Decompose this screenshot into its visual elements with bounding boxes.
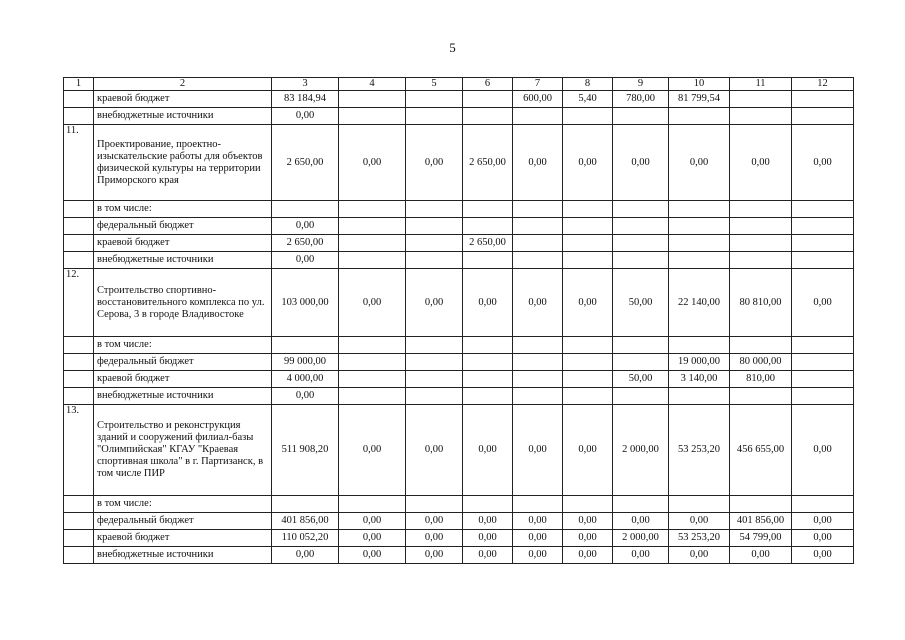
value-cell: 511 908,20 (272, 405, 339, 496)
value-cell: 103 000,00 (272, 269, 339, 337)
row-number-cell (64, 496, 94, 513)
description-cell: Строительство спортивно-восстановительного комплекса по ул. Серова, 3 в городе Владивостоке (94, 269, 272, 337)
value-cell: 0,00 (792, 405, 854, 496)
col-header: 5 (406, 78, 463, 91)
description-cell: внебюджетные источники (94, 547, 272, 564)
value-cell (563, 388, 613, 405)
value-cell (463, 388, 513, 405)
value-cell (792, 91, 854, 108)
value-cell: 0,00 (463, 513, 513, 530)
value-cell: 80 000,00 (730, 354, 792, 371)
value-cell: 83 184,94 (272, 91, 339, 108)
row-number-cell (64, 235, 94, 252)
col-header: 1 (64, 78, 94, 91)
value-cell (339, 496, 406, 513)
page-number: 5 (449, 40, 456, 55)
value-cell (792, 496, 854, 513)
value-cell (563, 218, 613, 235)
value-cell (513, 201, 563, 218)
value-cell: 0,00 (792, 125, 854, 201)
value-cell: 81 799,54 (669, 91, 730, 108)
value-cell: 110 052,20 (272, 530, 339, 547)
value-cell: 0,00 (339, 125, 406, 201)
value-cell: 2 650,00 (463, 125, 513, 201)
value-cell: 0,00 (463, 269, 513, 337)
value-cell: 0,00 (613, 513, 669, 530)
value-cell: 0,00 (406, 547, 463, 564)
description-cell: краевой бюджет (94, 530, 272, 547)
value-cell (563, 235, 613, 252)
description-cell: федеральный бюджет (94, 513, 272, 530)
value-cell (406, 337, 463, 354)
value-cell (339, 91, 406, 108)
value-cell (406, 235, 463, 252)
value-cell: 99 000,00 (272, 354, 339, 371)
value-cell: 22 140,00 (669, 269, 730, 337)
value-cell (730, 91, 792, 108)
value-cell (513, 218, 563, 235)
col-header: 6 (463, 78, 513, 91)
value-cell: 0,00 (339, 530, 406, 547)
value-cell: 2 000,00 (613, 530, 669, 547)
value-cell (339, 388, 406, 405)
value-cell: 0,00 (272, 388, 339, 405)
value-cell (339, 108, 406, 125)
value-cell (613, 201, 669, 218)
table-row (64, 337, 854, 354)
value-cell: 0,00 (730, 125, 792, 201)
value-cell (406, 218, 463, 235)
table-row (64, 513, 854, 530)
value-cell (563, 354, 613, 371)
value-cell (669, 108, 730, 125)
value-cell (669, 337, 730, 354)
col-header: 11 (730, 78, 792, 91)
row-number-cell (64, 530, 94, 547)
row-number-cell (64, 371, 94, 388)
value-cell: 0,00 (563, 530, 613, 547)
table-row (64, 269, 854, 337)
value-cell (563, 201, 613, 218)
value-cell (792, 218, 854, 235)
value-cell (513, 496, 563, 513)
value-cell (272, 496, 339, 513)
value-cell: 0,00 (513, 530, 563, 547)
table-row (64, 108, 854, 125)
col-header: 10 (669, 78, 730, 91)
value-cell (730, 201, 792, 218)
value-cell (792, 371, 854, 388)
col-header: 7 (513, 78, 563, 91)
value-cell (406, 201, 463, 218)
value-cell: 0,00 (272, 547, 339, 564)
value-cell (669, 388, 730, 405)
row-number-cell (64, 252, 94, 269)
value-cell (513, 354, 563, 371)
value-cell: 0,00 (463, 530, 513, 547)
value-cell (463, 354, 513, 371)
description-cell: внебюджетные источники (94, 388, 272, 405)
table-row (64, 252, 854, 269)
value-cell: 600,00 (513, 91, 563, 108)
value-cell: 2 650,00 (463, 235, 513, 252)
table-row (64, 235, 854, 252)
value-cell: 0,00 (613, 125, 669, 201)
value-cell: 0,00 (272, 252, 339, 269)
value-cell: 0,00 (406, 513, 463, 530)
value-cell: 0,00 (339, 547, 406, 564)
value-cell (563, 108, 613, 125)
value-cell: 2 650,00 (272, 125, 339, 201)
description-cell: краевой бюджет (94, 371, 272, 388)
value-cell (613, 496, 669, 513)
row-number-cell (64, 337, 94, 354)
row-number-cell (64, 354, 94, 371)
table-row (64, 91, 854, 108)
value-cell (613, 388, 669, 405)
value-cell (669, 201, 730, 218)
col-header: 4 (339, 78, 406, 91)
value-cell (792, 235, 854, 252)
value-cell: 0,00 (406, 405, 463, 496)
value-cell (613, 108, 669, 125)
value-cell (730, 252, 792, 269)
value-cell: 0,00 (563, 269, 613, 337)
value-cell: 0,00 (463, 547, 513, 564)
value-cell: 0,00 (272, 218, 339, 235)
value-cell: 0,00 (669, 125, 730, 201)
value-cell (406, 388, 463, 405)
value-cell: 0,00 (339, 269, 406, 337)
value-cell: 0,00 (272, 108, 339, 125)
value-cell (406, 354, 463, 371)
value-cell (513, 371, 563, 388)
value-cell (463, 201, 513, 218)
value-cell: 4 000,00 (272, 371, 339, 388)
value-cell: 0,00 (513, 269, 563, 337)
value-cell: 0,00 (406, 269, 463, 337)
value-cell (463, 91, 513, 108)
value-cell (730, 235, 792, 252)
budget-table (63, 77, 854, 564)
value-cell (730, 108, 792, 125)
value-cell: 19 000,00 (669, 354, 730, 371)
value-cell (563, 496, 613, 513)
value-cell: 53 253,20 (669, 530, 730, 547)
value-cell: 54 799,00 (730, 530, 792, 547)
row-number-cell (64, 547, 94, 564)
value-cell: 0,00 (563, 513, 613, 530)
value-cell (339, 337, 406, 354)
value-cell: 2 000,00 (613, 405, 669, 496)
value-cell: 5,40 (563, 91, 613, 108)
description-cell: в том числе: (94, 337, 272, 354)
value-cell (513, 337, 563, 354)
value-cell: 53 253,20 (669, 405, 730, 496)
value-cell (792, 354, 854, 371)
description-cell: внебюджетные источники (94, 252, 272, 269)
description-cell: Строительство и реконструкция зданий и сооружений филиал-базы "Олимпийская" КГАУ "Краевая спортивная школа" в г. Партизанск, в том числе ПИР (94, 405, 272, 496)
value-cell (513, 108, 563, 125)
table-row (64, 201, 854, 218)
row-number-cell (64, 91, 94, 108)
value-cell (792, 388, 854, 405)
value-cell (513, 235, 563, 252)
value-cell (463, 371, 513, 388)
value-cell: 0,00 (563, 405, 613, 496)
description-cell: краевой бюджет (94, 235, 272, 252)
value-cell (272, 201, 339, 218)
value-cell: 3 140,00 (669, 371, 730, 388)
value-cell (463, 496, 513, 513)
value-cell (463, 337, 513, 354)
value-cell (613, 235, 669, 252)
value-cell (339, 235, 406, 252)
value-cell: 0,00 (406, 125, 463, 201)
value-cell (613, 252, 669, 269)
value-cell (730, 337, 792, 354)
value-cell (730, 388, 792, 405)
value-cell (730, 496, 792, 513)
value-cell: 0,00 (563, 547, 613, 564)
value-cell: 0,00 (613, 547, 669, 564)
header-row (64, 78, 854, 91)
value-cell (272, 337, 339, 354)
value-cell (792, 337, 854, 354)
value-cell (406, 252, 463, 269)
value-cell (406, 108, 463, 125)
value-cell (613, 218, 669, 235)
value-cell (463, 108, 513, 125)
row-number-cell (64, 388, 94, 405)
value-cell: 0,00 (792, 547, 854, 564)
value-cell: 0,00 (339, 513, 406, 530)
value-cell: 80 810,00 (730, 269, 792, 337)
value-cell: 0,00 (792, 530, 854, 547)
table-row (64, 371, 854, 388)
value-cell (513, 252, 563, 269)
value-cell (339, 354, 406, 371)
value-cell (406, 371, 463, 388)
description-cell: краевой бюджет (94, 91, 272, 108)
value-cell (463, 252, 513, 269)
value-cell: 0,00 (406, 530, 463, 547)
description-cell: Проектирование, проектно-изыскательские работы для объектов физической культуры на территории Приморского края (94, 125, 272, 201)
value-cell (339, 218, 406, 235)
table-row (64, 388, 854, 405)
value-cell (406, 91, 463, 108)
value-cell: 401 856,00 (272, 513, 339, 530)
value-cell: 401 856,00 (730, 513, 792, 530)
value-cell: 50,00 (613, 269, 669, 337)
description-cell: в том числе: (94, 496, 272, 513)
row-number-cell (64, 201, 94, 218)
table-row (64, 530, 854, 547)
value-cell: 0,00 (669, 513, 730, 530)
value-cell (669, 252, 730, 269)
description-cell: федеральный бюджет (94, 354, 272, 371)
row-number-cell (64, 513, 94, 530)
col-header: 8 (563, 78, 613, 91)
description-cell: внебюджетные источники (94, 108, 272, 125)
value-cell: 50,00 (613, 371, 669, 388)
value-cell (792, 201, 854, 218)
value-cell (463, 218, 513, 235)
table-row (64, 405, 854, 496)
description-cell: федеральный бюджет (94, 218, 272, 235)
value-cell: 2 650,00 (272, 235, 339, 252)
value-cell (669, 235, 730, 252)
value-cell (339, 201, 406, 218)
value-cell: 0,00 (730, 547, 792, 564)
table-row (64, 218, 854, 235)
value-cell (669, 496, 730, 513)
description-cell: в том числе: (94, 201, 272, 218)
value-cell: 0,00 (513, 405, 563, 496)
row-number-cell (64, 218, 94, 235)
value-cell (563, 252, 613, 269)
row-number-cell: 11. (64, 125, 94, 201)
value-cell (339, 252, 406, 269)
value-cell: 0,00 (792, 269, 854, 337)
value-cell (339, 371, 406, 388)
value-cell: 0,00 (513, 513, 563, 530)
col-header: 9 (613, 78, 669, 91)
value-cell (563, 337, 613, 354)
row-number-cell: 12. (64, 269, 94, 337)
row-number-cell (64, 108, 94, 125)
value-cell (792, 108, 854, 125)
value-cell: 0,00 (513, 125, 563, 201)
value-cell: 0,00 (669, 547, 730, 564)
value-cell (563, 371, 613, 388)
value-cell (613, 337, 669, 354)
col-header: 2 (94, 78, 272, 91)
value-cell: 810,00 (730, 371, 792, 388)
value-cell: 0,00 (339, 405, 406, 496)
table-row (64, 354, 854, 371)
col-header: 3 (272, 78, 339, 91)
value-cell: 0,00 (563, 125, 613, 201)
value-cell (669, 218, 730, 235)
col-header: 12 (792, 78, 854, 91)
table-row (64, 547, 854, 564)
value-cell: 0,00 (513, 547, 563, 564)
value-cell (406, 496, 463, 513)
table-row (64, 496, 854, 513)
value-cell: 0,00 (792, 513, 854, 530)
value-cell: 0,00 (463, 405, 513, 496)
value-cell (613, 354, 669, 371)
value-cell: 780,00 (613, 91, 669, 108)
value-cell (792, 252, 854, 269)
value-cell (513, 388, 563, 405)
table-row (64, 125, 854, 201)
value-cell: 456 655,00 (730, 405, 792, 496)
row-number-cell: 13. (64, 405, 94, 496)
value-cell (730, 218, 792, 235)
